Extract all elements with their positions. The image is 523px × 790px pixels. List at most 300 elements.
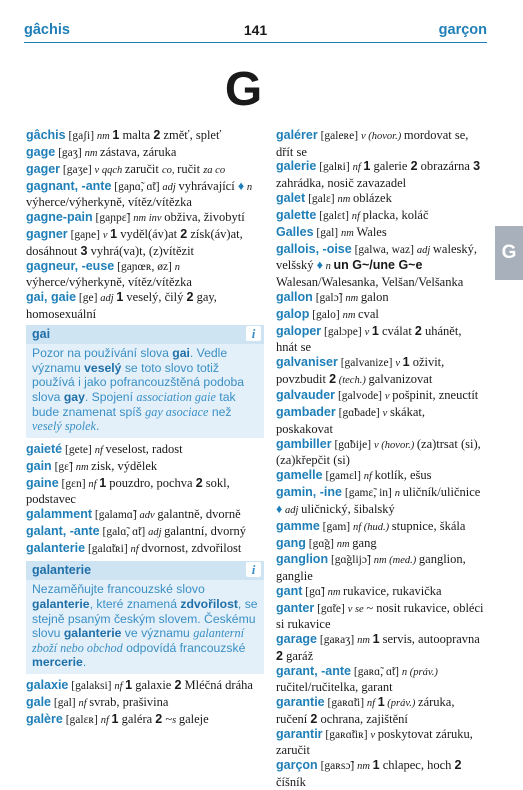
pronunciation: [gɛn] bbox=[58, 477, 89, 490]
emphasis-text: galanterie bbox=[63, 626, 122, 641]
definition-text: . bbox=[95, 419, 100, 434]
pronunciation: [gɑ̃bade] bbox=[335, 407, 383, 420]
definition-text: skákat, poskakovat bbox=[276, 405, 425, 436]
grammar-label: nf (hud.) bbox=[353, 521, 392, 533]
definition-text: . bbox=[82, 655, 87, 670]
definition-text: zahrádka, nosič zavazadel bbox=[276, 176, 407, 191]
pronunciation: [galvanize] bbox=[337, 356, 396, 369]
dictionary-entry bbox=[276, 536, 484, 553]
dictionary-entry bbox=[26, 442, 264, 459]
definition-text: zisk, výdělek bbox=[91, 458, 158, 473]
definition-text: cválat bbox=[378, 323, 415, 338]
sense-number: 1 bbox=[99, 475, 107, 490]
grammar-label: nm bbox=[345, 292, 361, 304]
grammar-label: adj bbox=[162, 181, 179, 193]
headword: gagneur, -euse bbox=[26, 258, 115, 273]
headword: garçon bbox=[276, 758, 318, 773]
grammar-label: s bbox=[172, 714, 179, 726]
dictionary-entry bbox=[26, 259, 264, 290]
definition-text: Wales bbox=[356, 224, 387, 239]
headword: gaieté bbox=[26, 441, 63, 456]
header-rule bbox=[24, 42, 487, 43]
definition-text: , které znamená bbox=[89, 597, 181, 611]
headword: gaine bbox=[26, 475, 59, 490]
headword: gage bbox=[26, 144, 56, 159]
definition-text: ručitel/ručitelka, garant bbox=[276, 680, 393, 695]
dictionary-entry bbox=[276, 437, 484, 468]
sense-number: 2 bbox=[195, 475, 203, 490]
grammar-label: adj bbox=[416, 244, 433, 256]
headword: gambiller bbox=[276, 436, 332, 451]
sense-number: 1 bbox=[125, 677, 133, 692]
definition-text: servis, autoopravna bbox=[379, 632, 480, 647]
definition-text: vyhrávající bbox=[178, 178, 238, 193]
pronunciation: [gɑ̃g] bbox=[305, 537, 337, 550]
headword: galerie bbox=[276, 159, 317, 174]
dictionary-entry bbox=[276, 664, 484, 695]
info-icon: i bbox=[246, 326, 261, 341]
pronunciation: [gaʀsɔ̃] bbox=[317, 760, 358, 773]
headword: gain bbox=[26, 458, 52, 473]
usage-note-title-text: galanterie bbox=[32, 563, 92, 578]
definition-text: galaxie bbox=[132, 677, 175, 692]
definition-text: uličnický, šibalský bbox=[301, 501, 395, 516]
usage-note-text bbox=[26, 344, 264, 434]
grammar-label: nm bbox=[357, 761, 373, 773]
grammar-label: nf bbox=[100, 714, 112, 726]
headword: ganter bbox=[276, 600, 315, 615]
definition-text: chlapec, hoch bbox=[379, 758, 455, 773]
pronunciation: [gamɛ̃, in] bbox=[341, 487, 395, 500]
headword: gant bbox=[276, 583, 303, 598]
sense-number: 1 bbox=[372, 632, 380, 647]
definition-text: ochrana, zajištění bbox=[317, 711, 408, 726]
definition-text: číšník bbox=[276, 774, 306, 789]
grammar-label: v bbox=[382, 408, 390, 420]
definition-text: mordovat se, dřít se bbox=[276, 128, 469, 159]
definition-text: Mléčná dráha bbox=[181, 677, 253, 692]
section-letter: G bbox=[224, 63, 263, 116]
dictionary-entry bbox=[26, 541, 264, 558]
definition-text: ganglion, ganglie bbox=[276, 552, 466, 584]
grammar-label: v (hovor.) bbox=[374, 439, 417, 451]
definition-text: gang bbox=[352, 535, 377, 550]
usage-note-title-text: gai bbox=[32, 327, 51, 342]
emphasis-text: veselý bbox=[84, 360, 122, 375]
pronunciation: [galɔ̃] bbox=[312, 291, 346, 304]
headword: gallois, -oise bbox=[276, 241, 352, 256]
page-number: 141 bbox=[243, 22, 268, 38]
dictionary-entry bbox=[26, 227, 264, 258]
thumb-index-tab: G bbox=[495, 226, 523, 280]
pronunciation: [gete] bbox=[62, 443, 95, 456]
definition-text: ve významu bbox=[121, 626, 194, 641]
definition-text: cval bbox=[358, 306, 379, 321]
sense-number: 1 bbox=[363, 159, 371, 174]
pronunciation: [gɑ̃bije] bbox=[331, 438, 374, 451]
definition-text: zástava, záruka bbox=[100, 144, 177, 159]
headword: gang bbox=[276, 535, 306, 550]
example-text: association gaie bbox=[136, 389, 216, 404]
grammar-label: nf bbox=[366, 698, 378, 710]
dictionary-entry bbox=[276, 468, 484, 485]
pronunciation: [galɑ̃, ɑ̃t] bbox=[99, 525, 149, 538]
dictionary-entry bbox=[26, 290, 264, 321]
dictionary-entry bbox=[276, 758, 484, 789]
example-text: galanterní zboží nebo obchod bbox=[32, 626, 245, 655]
dictionary-entry bbox=[276, 290, 484, 307]
grammar-label: n bbox=[323, 261, 334, 273]
headword: galoper bbox=[276, 323, 322, 338]
grammar-label: nf bbox=[78, 697, 90, 709]
headword: galvauder bbox=[276, 388, 336, 403]
pronunciation: [galɛ] bbox=[305, 192, 338, 205]
headword: gamin, -ine bbox=[276, 485, 342, 500]
sense-number: 2 bbox=[329, 371, 337, 386]
definition-text: ~ bbox=[162, 711, 173, 726]
sense-number: 2 bbox=[410, 159, 418, 174]
definition-text: galantní, dvorný bbox=[164, 523, 247, 538]
headword: ♦ bbox=[316, 258, 324, 273]
grammar-label: nf bbox=[94, 444, 106, 456]
headword: garage bbox=[276, 632, 317, 647]
dictionary-entry bbox=[26, 128, 264, 145]
emphasis-text: gay bbox=[63, 389, 85, 404]
sense-number: 2 bbox=[153, 128, 161, 142]
sense-number: 2 bbox=[310, 711, 318, 726]
sense-number: 3 bbox=[80, 243, 88, 258]
pronunciation: [gaʀɑ̃, ɑ̃t] bbox=[351, 665, 402, 678]
usage-note-title bbox=[26, 561, 264, 580]
sense-number: 1 bbox=[112, 128, 120, 142]
headword: gale bbox=[26, 694, 52, 709]
headword: ♦ bbox=[237, 178, 245, 193]
dictionary-entry bbox=[26, 524, 264, 541]
usage-note-title bbox=[26, 325, 264, 344]
pronunciation: [gaɲe] bbox=[67, 229, 103, 242]
definition-text: oživit, povzbudit bbox=[276, 354, 445, 386]
definition-text: obrazárna bbox=[417, 159, 474, 174]
definition-text: obživa, živobytí bbox=[164, 210, 245, 225]
headword: gagne-pain bbox=[26, 210, 93, 225]
grammar-label: nf bbox=[363, 471, 375, 483]
headword: gambader bbox=[276, 405, 336, 420]
dictionary-entry bbox=[276, 601, 484, 632]
headword: galet bbox=[276, 190, 306, 205]
headword: galère bbox=[26, 711, 63, 726]
definition-text: tak bude znamenat spíš bbox=[32, 389, 236, 419]
dictionary-entry bbox=[26, 162, 264, 179]
pronunciation: [gɑ̃te] bbox=[314, 602, 348, 615]
grammar-label: v bbox=[364, 326, 372, 338]
dictionary-entry bbox=[276, 388, 484, 405]
example-text: veselý spolek bbox=[32, 419, 96, 434]
grammar-label: nf bbox=[88, 478, 100, 490]
headword: galop bbox=[276, 306, 310, 321]
pronunciation: [gaɲɑ̃, ɑ̃t] bbox=[111, 180, 163, 193]
grammar-label: n bbox=[244, 181, 253, 193]
definition-text: malta bbox=[119, 128, 154, 142]
headword: galaxie bbox=[26, 677, 69, 692]
definition-text: galvanizovat bbox=[368, 371, 433, 386]
dictionary-entry bbox=[26, 459, 264, 476]
grammar-label: za co bbox=[203, 164, 226, 176]
pronunciation: [galɑ̃tʀi] bbox=[85, 542, 131, 555]
dictionary-entry bbox=[26, 678, 264, 695]
dictionary-entry bbox=[276, 242, 484, 290]
headword: ganglion bbox=[276, 552, 329, 567]
definition-text: se toto slovo totiž používá i jako pofrancouzštěná podoba slova bbox=[32, 360, 245, 404]
sense-number: 2 bbox=[186, 290, 194, 305]
dictionary-entry bbox=[276, 225, 484, 242]
dictionary-entry bbox=[276, 519, 484, 536]
sense-number: 3 bbox=[473, 159, 481, 174]
definition-text: oblázek bbox=[352, 190, 392, 205]
pronunciation: [galaksi] bbox=[68, 679, 115, 692]
definition-text: odpovídá francouzské bbox=[122, 640, 246, 655]
definition-text: pošpinit, zneuctít bbox=[392, 388, 479, 403]
pronunciation: [gɑ̃] bbox=[302, 585, 328, 598]
sense-number: 2 bbox=[414, 323, 422, 338]
headword: gâchis bbox=[26, 128, 66, 142]
grammar-label: n bbox=[174, 261, 181, 273]
emphasis-text: zdvořilost bbox=[180, 597, 238, 611]
pronunciation: [galo] bbox=[309, 308, 343, 321]
definition-text: Nezaměňujte francouzské slovo bbox=[32, 582, 205, 597]
usage-note-text bbox=[26, 580, 264, 670]
sense-number: 2 bbox=[276, 648, 283, 663]
definition-text: Walesan/Walesanka, Velšan/Velšanka bbox=[276, 274, 464, 289]
pronunciation: [galamɑ̃] bbox=[92, 509, 140, 522]
grammar-label: nm bbox=[341, 227, 357, 239]
definition-text: (za)trsat (si), (za)křepčit (si) bbox=[276, 436, 481, 468]
definition-text: gay, homosexuální bbox=[26, 290, 217, 321]
pronunciation: [gaʒe] bbox=[60, 163, 95, 176]
definition-text: veselost, radost bbox=[105, 441, 183, 456]
sense-number: 1 bbox=[110, 227, 118, 242]
left-column bbox=[26, 128, 264, 729]
pronunciation: [galɔpe] bbox=[321, 325, 365, 338]
definition-text: galerie bbox=[370, 159, 411, 174]
grammar-label: v se bbox=[347, 603, 367, 615]
definition-text: svrab, prašivina bbox=[89, 694, 169, 709]
headword: gallon bbox=[276, 289, 313, 304]
headword: galanterie bbox=[26, 540, 86, 555]
definition-text: veselý, čilý bbox=[123, 290, 187, 305]
headword: gagner bbox=[26, 227, 68, 242]
definition-text: změť, spleť bbox=[160, 128, 222, 142]
definition-text: pouzdro, pochva bbox=[106, 475, 196, 490]
grammar-label: adj bbox=[148, 526, 165, 538]
pronunciation: [gal] bbox=[51, 696, 79, 709]
pronunciation: [gɛ̃] bbox=[51, 460, 76, 473]
sense-number: 1 bbox=[402, 354, 410, 369]
sense-number: 1 bbox=[377, 695, 385, 710]
grammar-label: adj bbox=[282, 504, 302, 516]
headword: galant, -ante bbox=[26, 523, 100, 538]
headword: gager bbox=[26, 161, 61, 176]
definition-text: garáž bbox=[282, 648, 314, 663]
grammar-label: nm bbox=[336, 538, 353, 550]
example-text: gay asociace bbox=[145, 404, 209, 419]
sense-number: 2 bbox=[155, 711, 163, 726]
pronunciation: [galɛt] bbox=[316, 209, 352, 222]
pronunciation: [ge] bbox=[76, 292, 101, 305]
headword: galette bbox=[276, 207, 317, 222]
emphasis-text: galanterie bbox=[32, 597, 90, 611]
grammar-label: nm bbox=[327, 586, 344, 598]
grammar-label: nm (med.) bbox=[373, 555, 419, 567]
pronunciation: [gaʀɑ̃ti] bbox=[324, 697, 367, 710]
grammar-label: nf bbox=[114, 680, 126, 692]
dictionary-entry bbox=[276, 584, 484, 601]
pronunciation: [gaɲœʀ, øz] bbox=[114, 260, 175, 273]
pronunciation: [galʀi] bbox=[316, 161, 353, 174]
running-header bbox=[24, 22, 487, 42]
dictionary-entry bbox=[276, 307, 484, 324]
definition-text: , se stejně psaným českým slovem. Českému slovu bbox=[32, 597, 258, 641]
dictionary-entry bbox=[26, 179, 264, 210]
sense-number: 1 bbox=[116, 290, 124, 305]
pronunciation: [gaʃi] bbox=[65, 130, 97, 142]
definition-text: než bbox=[208, 404, 232, 419]
definition-text: dvornost, zdvořilost bbox=[141, 540, 242, 555]
grammar-label: nm bbox=[84, 147, 101, 159]
dictionary-entry bbox=[26, 507, 264, 524]
grammar-label: nm bbox=[342, 309, 359, 321]
grammar-label: adj bbox=[100, 293, 117, 305]
grammar-label: v bbox=[384, 391, 393, 403]
definition-text: výherce/výherkyně, vítěz/vítězka bbox=[26, 195, 192, 210]
headword: garantie bbox=[276, 695, 325, 710]
sense-number: 2 bbox=[180, 227, 188, 242]
headword: gamme bbox=[276, 518, 320, 533]
emphasis-text: gai bbox=[172, 346, 190, 361]
headword: garant, -ante bbox=[276, 663, 352, 678]
definition-text: rukavice, rukavička bbox=[343, 583, 442, 598]
dictionary-entry bbox=[276, 485, 484, 518]
definition-text: zaručit bbox=[124, 161, 162, 176]
grammar-label: nm bbox=[96, 131, 113, 142]
definition-text: Pozor na používání slova bbox=[32, 346, 173, 361]
pronunciation: [gaʀɑ̃tiʀ] bbox=[322, 728, 371, 741]
grammar-label: nm bbox=[75, 461, 92, 473]
headword: ♦ bbox=[276, 501, 283, 516]
definition-text: získ(áv)at, dosáhnout bbox=[26, 227, 243, 258]
definition-text: . Vedle významu bbox=[32, 346, 228, 375]
dictionary-entry bbox=[276, 727, 484, 758]
grammar-label: v bbox=[370, 729, 378, 741]
grammar-label: v bbox=[102, 230, 111, 242]
grammar-label: nm inv bbox=[133, 213, 165, 225]
grammar-label: adv bbox=[139, 510, 158, 522]
grammar-label: n bbox=[394, 488, 403, 500]
definition-text: kotlík, ešus bbox=[374, 468, 432, 483]
pronunciation: [gal] bbox=[313, 226, 341, 239]
pronunciation: [galwa, waz] bbox=[351, 243, 417, 256]
definition-text: sokl, podstavec bbox=[26, 475, 230, 507]
dictionary-entry bbox=[26, 695, 264, 712]
sense-number: 1 bbox=[372, 758, 380, 773]
headword: galvaniser bbox=[276, 354, 338, 369]
emphasis-text: mercerie bbox=[32, 655, 83, 670]
definition-text: vyhrá(va)t, (z)vítězit bbox=[87, 243, 195, 258]
definition-text: ~ nosit rukavice, obléci si rukavice bbox=[276, 600, 484, 632]
sense-number: 1 bbox=[111, 711, 119, 726]
info-icon: i bbox=[246, 562, 261, 577]
dictionary-entry bbox=[276, 355, 484, 388]
grammar-label: v qqch bbox=[94, 164, 125, 176]
definition-text: galantně, dvorně bbox=[157, 507, 241, 522]
pronunciation: [gaʀaʒ] bbox=[317, 634, 358, 647]
dictionary-entry bbox=[276, 695, 484, 726]
dictionary-entry bbox=[276, 128, 484, 159]
dictionary-entry bbox=[276, 324, 484, 355]
guide-word-left: gâchis bbox=[24, 22, 70, 38]
headword: Galles bbox=[276, 224, 314, 239]
definition-text: galeje bbox=[178, 711, 209, 726]
sense-number: 1 bbox=[371, 323, 379, 338]
grammar-label: nf bbox=[352, 162, 364, 174]
pronunciation: [gamɛl] bbox=[322, 470, 364, 483]
headword: gai, gaie bbox=[26, 290, 77, 305]
definition-text: stupnice, škála bbox=[391, 518, 466, 533]
definition-text: galon bbox=[360, 289, 389, 304]
headword: gamelle bbox=[276, 468, 323, 483]
grammar-label: (práv.) bbox=[384, 698, 419, 710]
definition-text: uhánět, hnát se bbox=[276, 323, 462, 355]
sense-number: 2 bbox=[174, 677, 182, 692]
usage-note-box bbox=[26, 325, 264, 438]
grammar-label: (tech.) bbox=[336, 374, 369, 386]
grammar-label: co, bbox=[162, 164, 178, 176]
guide-word-right: garçon bbox=[438, 22, 487, 38]
grammar-label: v (hovor.) bbox=[360, 131, 404, 142]
dictionary-entry bbox=[276, 405, 484, 436]
dictionary-entry bbox=[276, 159, 484, 190]
dictionary-entry bbox=[276, 552, 484, 583]
headword: galérer bbox=[276, 128, 318, 142]
grammar-label: nf bbox=[351, 210, 363, 222]
pronunciation: [gɑ̃glijɔ̃] bbox=[328, 554, 374, 567]
definition-text: ručit bbox=[177, 161, 204, 176]
pronunciation: [gaɲpɛ̃] bbox=[92, 212, 134, 225]
definition-text: vyděl(áv)at bbox=[117, 227, 181, 242]
definition-text: . Spojení bbox=[84, 389, 137, 404]
definition-text: výherce/výherkyně, vítěz/vítězka bbox=[26, 275, 192, 290]
dictionary-entry bbox=[26, 712, 264, 729]
headword: gagnant, -ante bbox=[26, 178, 112, 193]
definition-text: galéra bbox=[118, 711, 156, 726]
dictionary-entry bbox=[26, 145, 264, 162]
sense-number: un G~/une G~e bbox=[333, 258, 423, 273]
dictionary-entry bbox=[276, 191, 484, 208]
grammar-label: nm bbox=[337, 193, 353, 205]
grammar-label: nm bbox=[357, 635, 373, 647]
pronunciation: [gaʒ] bbox=[55, 146, 85, 159]
grammar-label: n (práv.) bbox=[401, 666, 438, 678]
headword: garantir bbox=[276, 726, 323, 741]
grammar-label: v bbox=[395, 357, 403, 369]
definition-text: placka, koláč bbox=[362, 207, 429, 222]
grammar-label: nf bbox=[130, 543, 142, 555]
sense-number: 2 bbox=[454, 758, 462, 773]
definition-text: záruka, ručení bbox=[276, 695, 455, 726]
dictionary-entry bbox=[276, 632, 484, 663]
headword: galamment bbox=[26, 507, 92, 522]
pronunciation: [galvode] bbox=[335, 390, 385, 403]
pronunciation: [galɛʀ] bbox=[62, 713, 101, 726]
